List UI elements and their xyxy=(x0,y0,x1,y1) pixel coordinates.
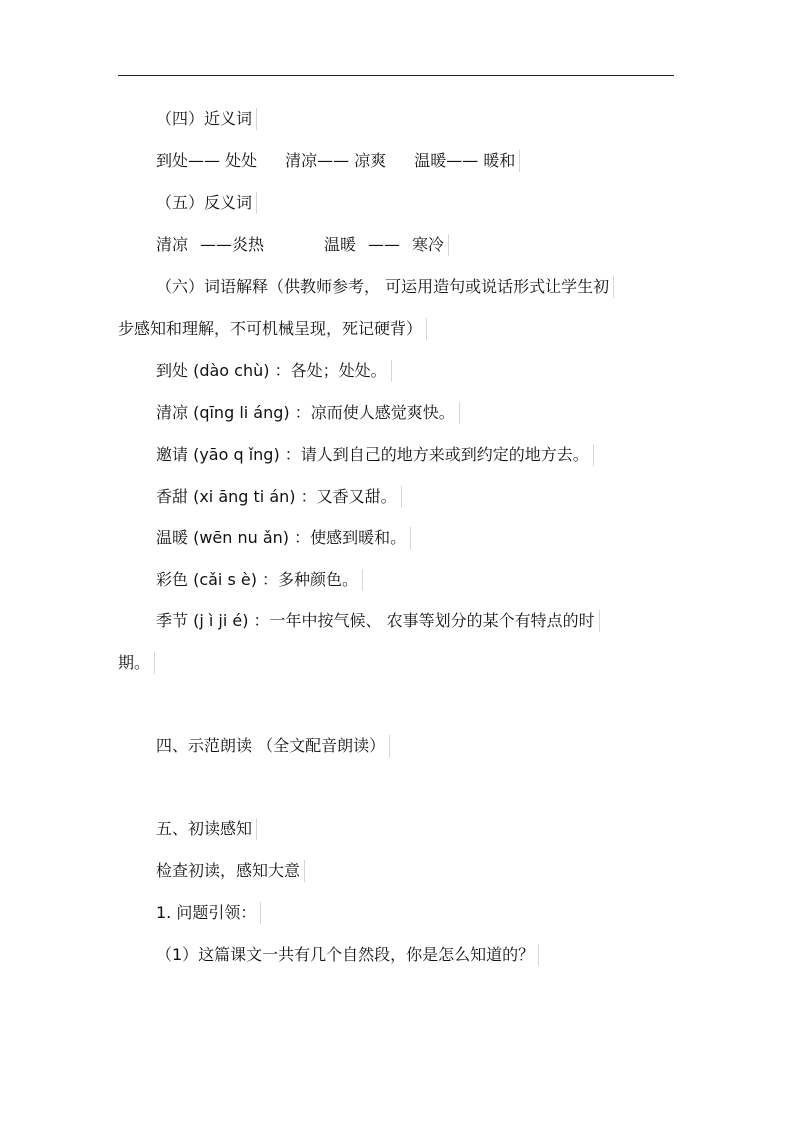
section-definitions-title-cont: 步感知和理解，不可机械呈现，死记硬背） xyxy=(118,318,427,340)
section-synonyms-title: （四）近义词 xyxy=(156,108,257,130)
antonym-pair: 清凉 ——炎热 xyxy=(156,235,265,254)
definition-item: 到处 (dào chù) ：各处；处处。 xyxy=(156,360,392,382)
antonym-row xyxy=(156,234,449,256)
definition-item-season: 季节 (j ì ji é) ：一年中按气候、 农事等划分的某个有特点的时 xyxy=(156,610,600,632)
section-demo-reading: 四、示范朗读 （全文配音朗读） xyxy=(156,735,390,757)
header-rule xyxy=(118,75,674,76)
definition-item: 彩色 (cǎi s è) ：多种颜色。 xyxy=(156,569,363,591)
question-lead: 1. 问题引领： xyxy=(156,902,261,924)
antonym-pair: 温暖 —— 寒冷 xyxy=(324,235,445,254)
check-reading-line: 检查初读，感知大意 xyxy=(156,860,305,882)
definition-item: 温暖 (wēn nu ǎn) ：使感到暖和。 xyxy=(156,527,411,549)
synonym-row xyxy=(156,150,520,172)
definition-item: 香甜 (xi āng ti án) ：又香又甜。 xyxy=(156,486,402,508)
synonym-pair: 到处—— 处处 xyxy=(156,151,258,170)
definition-item: 邀请 (yāo q ǐng) ：请人到自己的地方来或到约定的地方去。 xyxy=(156,444,594,466)
section-definitions-title: （六）词语解释（供教师参考， 可运用造句或说话形式让学生初 xyxy=(156,276,614,298)
synonym-pair: 清凉—— 凉爽 xyxy=(285,151,387,170)
definition-item: 清凉 (qīng li áng) ：凉而使人感觉爽快。 xyxy=(156,402,460,424)
definition-item-season-cont: 期。 xyxy=(118,652,155,674)
synonym-pair: 温暖—— 暖和 xyxy=(414,151,516,170)
section-first-reading: 五、初读感知 xyxy=(156,818,257,840)
question-1: （1）这篇课文一共有几个自然段，你是怎么知道的？ xyxy=(156,944,539,966)
section-antonyms-title: （五）反义词 xyxy=(156,192,257,214)
